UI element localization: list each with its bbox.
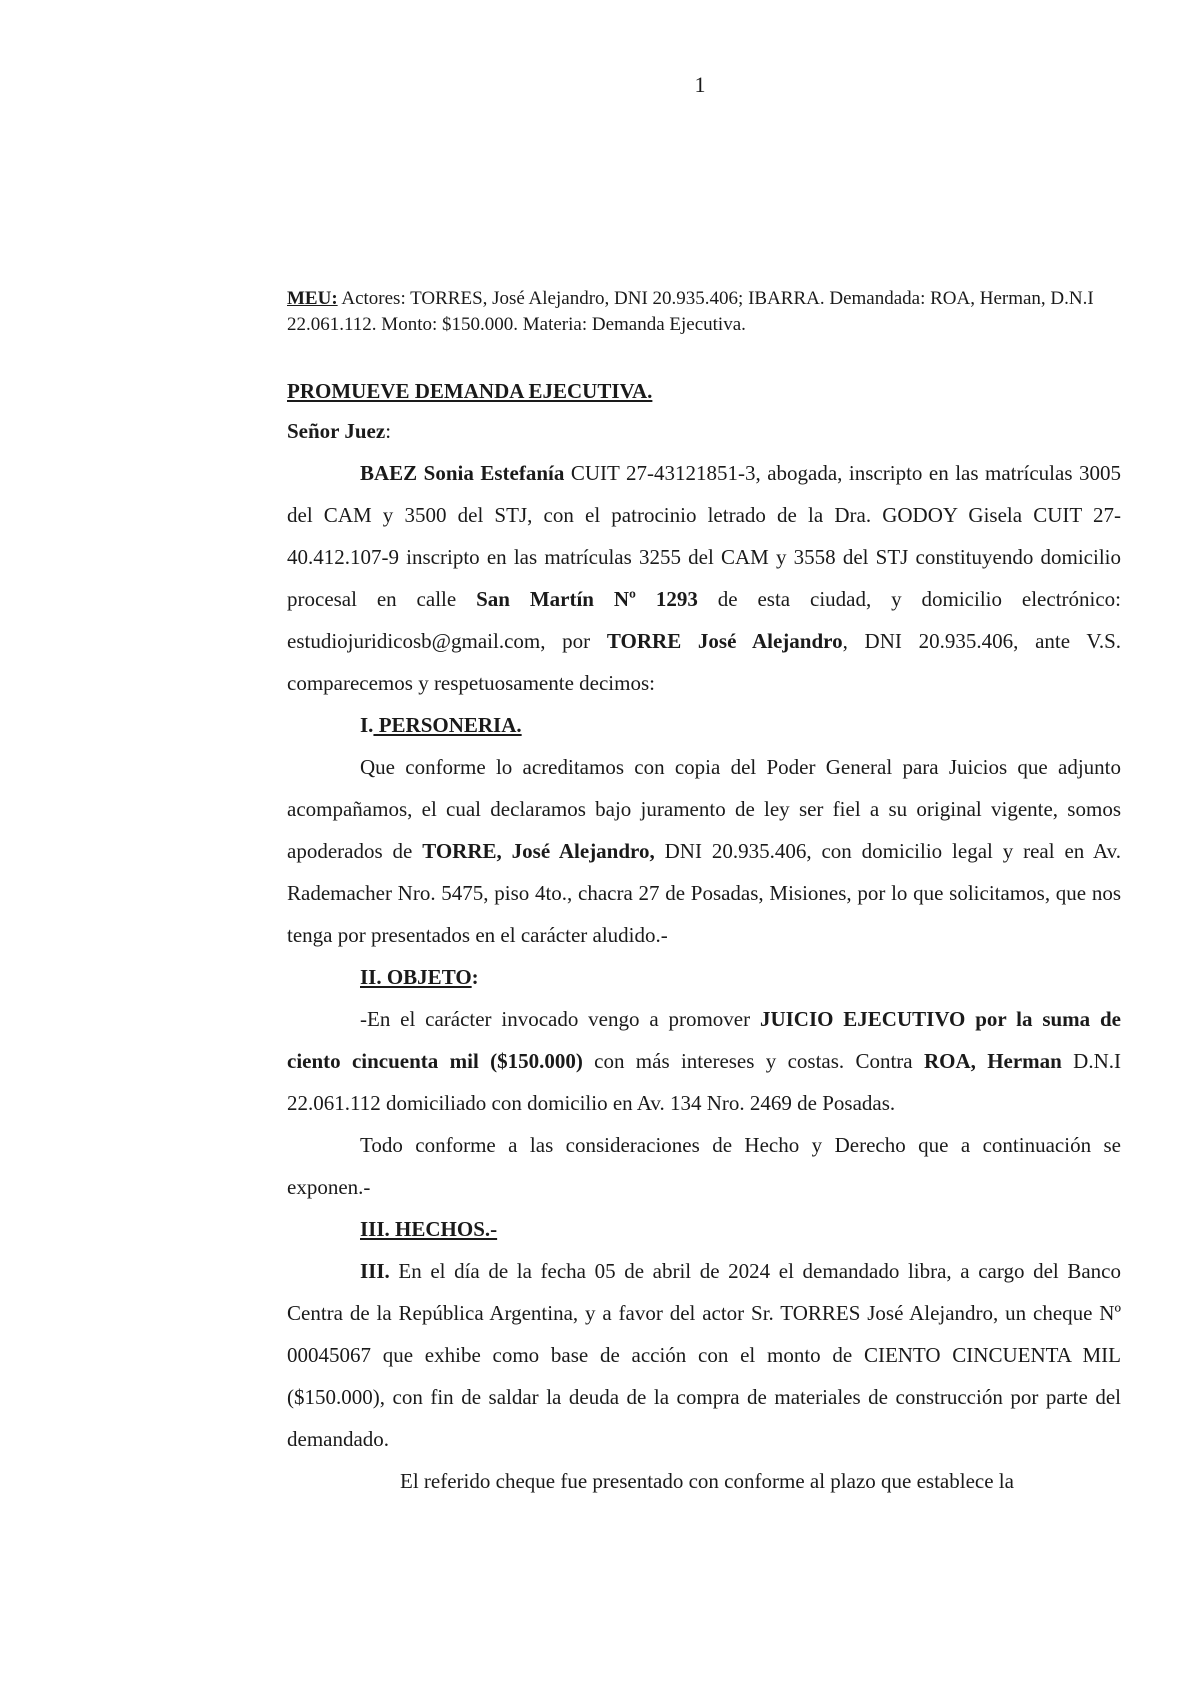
objeto-paragraph xyxy=(287,998,1121,1124)
section-title: III. HECHOS.- xyxy=(360,1217,498,1241)
objeto-text-1: -En el carácter invocado vengo a promover xyxy=(360,1007,760,1031)
objeto-text-3: D.N.I 22.061.112 domiciliado con domicilio en Av. 134 Nro. 2469 de Posadas. xyxy=(287,1049,1121,1115)
salutation-bold: Señor Juez xyxy=(287,419,386,443)
defendant-name: ROA, Herman xyxy=(923,1049,1062,1073)
hechos-text-1: En el día de la fecha 05 de abril de 2024 el demandado libra, a cargo del Banco Centra de la República Argentina, y a favor del actor Sr. TORRES José Alejandro, un cheque Nº 00045067 que exhibe como base de acción con el monto de CIENTO CINCUENTA MIL ($150.000), con fin de saldar la deuda de la compra de materiales de construcción por parte del demandado. xyxy=(287,1259,1121,1451)
intro-text-1: CUIT 27-43121851-3, abogada, inscripto en las matrículas 3005 del CAM y 3500 del STJ, con el patrocinio letrado de la Dra. GODOY Gisela CUIT 27-40.412.107-9 inscripto en las matrículas 3255 del CAM y 3558 del STJ constituyendo domicilio procesal en calle xyxy=(287,461,1121,611)
section-title: II. OBJETO xyxy=(360,965,472,989)
principal-name: TORRE, José Alejandro, xyxy=(422,839,655,863)
section-heading-personeria xyxy=(360,704,1121,746)
section-heading-objeto xyxy=(360,956,1121,998)
section-heading-hechos xyxy=(360,1208,1121,1250)
personeria-paragraph xyxy=(287,746,1121,956)
hechos-number: III. xyxy=(360,1259,390,1283)
case-header xyxy=(287,286,1121,338)
section-colon: : xyxy=(471,965,479,989)
page-number: 1 xyxy=(694,72,706,97)
section-number: I. xyxy=(360,713,374,737)
hechos-paragraph-2: El referido cheque fue presentado con conforme al plazo que establece la xyxy=(400,1469,1014,1493)
intro-paragraph xyxy=(287,452,1121,704)
hechos-paragraph xyxy=(287,1250,1121,1460)
procedural-address: San Martín Nº 1293 xyxy=(476,587,698,611)
client-name: TORRE José Alejandro xyxy=(606,629,843,653)
intro-text-3: , DNI 20.935.406, ante V.S. comparecemos y respetuosamente decimos: xyxy=(287,629,1122,695)
personeria-text-1: Que conforme lo acreditamos con copia del Poder General para Juicios que adjunto acompañamos, el cual declaramos bajo juramento de ley ser fiel a su original vigente, somos apoderados de xyxy=(287,755,1121,863)
objeto-text-2: con más intereses y costas. Contra xyxy=(582,1049,924,1073)
attorney-name: BAEZ Sonia Estefanía xyxy=(360,461,565,485)
section-title: PERSONERIA. xyxy=(373,713,522,737)
personeria-text-2: DNI 20.935.406, con domicilio legal y real en Av. Rademacher Nro. 5475, piso 4to., chacra 27 de Posadas, Misiones, por lo que solicitamos, que nos tenga por presentados en el carácter aludido.- xyxy=(287,839,1121,947)
claim-amount: JUICIO EJECUTIVO por la suma de ciento cincuenta mil ($150.000) xyxy=(287,1007,1121,1073)
salutation xyxy=(287,418,1121,444)
intro-text-2: de esta ciudad, y domicilio electrónico: estudiojuridicosb@gmail.com, por xyxy=(287,587,1122,653)
document-title: PROMUEVE DEMANDA EJECUTIVA. xyxy=(287,379,653,403)
case-header-text: Actores: TORRES, José Alejandro, DNI 20.935.406; IBARRA. Demandada: ROA, Herman, D.N.I 22.061.112. Monto: $150.000. Materia: Demanda Ejecutiva. xyxy=(287,288,1094,335)
salutation-rest: : xyxy=(385,419,392,443)
document-body xyxy=(287,378,1121,1502)
case-header-label: MEU: xyxy=(287,288,338,309)
objeto-paragraph-2: Todo conforme a las consideraciones de Hecho y Derecho que a continuación se exponen.- xyxy=(287,1133,1121,1199)
